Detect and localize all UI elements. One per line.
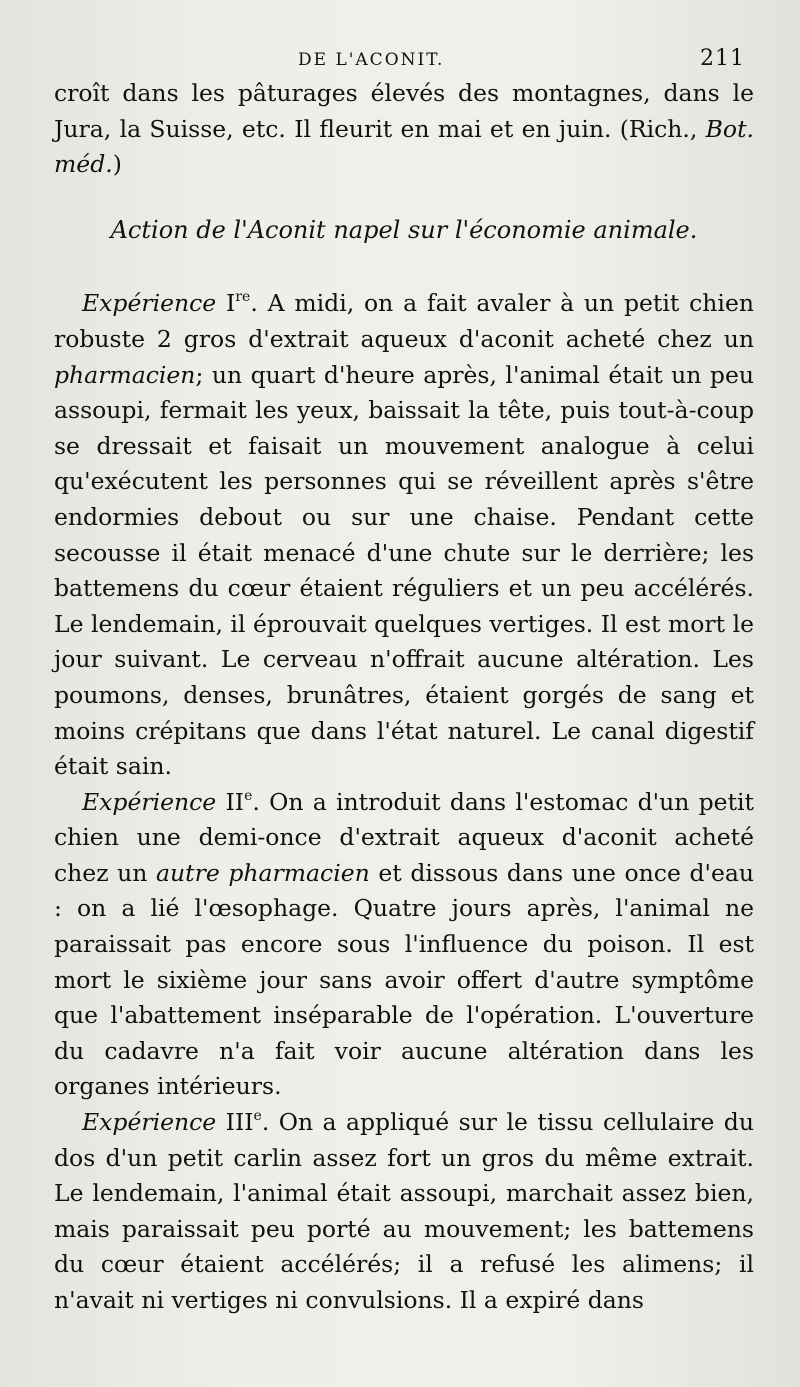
experiment-text-continued: ; un quart d'heure après, l'animal était un peu assoupi, fermait les yeux, baissait la tête, puis tout-à-coup se dressait et faisait un mouvement analogue à celui qu'exécutent les personnes qui se réveillent après s'être endormies debout ou sur une chaise. Pendant cette secousse il était menacé d'une chute sur le derrière; les battemens du cœur étaient réguliers et un peu accélérés. Le lendemain, il éprouvait quelques vertiges. Il est mort le jour suivant. Le cerveau n'offrait aucune altération. Les poumons, denses, brunâtres, étaient gorgés de sang et moins crépitans que dans l'état naturel. Le canal digestif était sain. [54,360,754,781]
ordinal-suffix: re [235,289,251,306]
running-title: DE L'ACONIT. [298,50,445,70]
experiment-label: Expérience [82,1108,217,1137]
experiment-italic: autre pharmacien [156,858,370,887]
experiment-numeral: I [226,289,236,318]
experiment-text: . On a introduit dans l'estomac d'un petit chien une demi-once d'extrait aqueux d'aconit acheté chez un [54,787,754,887]
experiment-paragraph-3 [54,1105,754,1319]
section-heading: Action de l'Aconit napel sur l'économie animale. [110,215,698,244]
experiment-numeral: III [225,1108,254,1137]
intro-paragraph [54,76,754,183]
ordinal-suffix: e [244,787,253,804]
citation: Bot. méd. [54,114,754,179]
experiment-label: Expérience [82,289,217,318]
experiment-text: . A midi, on a fait avaler à un petit chien robuste 2 gros d'extrait aqueux d'aconit acheté chez un [54,289,754,353]
experiment-text-continued: et dissous dans une once d'eau : on a lié l'œsophage. Quatre jours après, l'animal ne paraissait pas encore sous l'influence du poison. Il est mort le sixième jour sans avoir offert d'autre symptôme que l'abattement inséparable de l'opération. L'ouverture du cadavre n'a fait voir aucune altération dans les organes intérieurs. [54,858,755,1101]
experiment-paragraph-1 [54,286,754,784]
intro-text: croît dans les pâturages élevés des montagnes, dans le Jura, la Suisse, etc. Il fleurit en mai et en juin. (Rich., [54,79,754,143]
body-text [54,76,754,1319]
experiment-label: Expérience [82,787,217,816]
citation-close: ) [112,150,122,179]
page-number: 211 [700,46,745,71]
ordinal-suffix: e [253,1108,262,1125]
experiment-numeral: II [225,787,245,816]
experiment-italic: pharmacien [54,360,196,389]
experiment-text: . On a appliqué sur le tissu cellulaire du dos d'un petit carlin assez fort un gros du même extrait. Le lendemain, l'animal était assoupi, marchait assez bien, mais paraissait peu porté au mouvement; les battemens du cœur étaient accélérés; il a refusé les alimens; il n'avait ni vertiges ni convulsions. Il a expiré dans [54,1108,754,1314]
experiment-paragraph-2 [54,785,754,1105]
